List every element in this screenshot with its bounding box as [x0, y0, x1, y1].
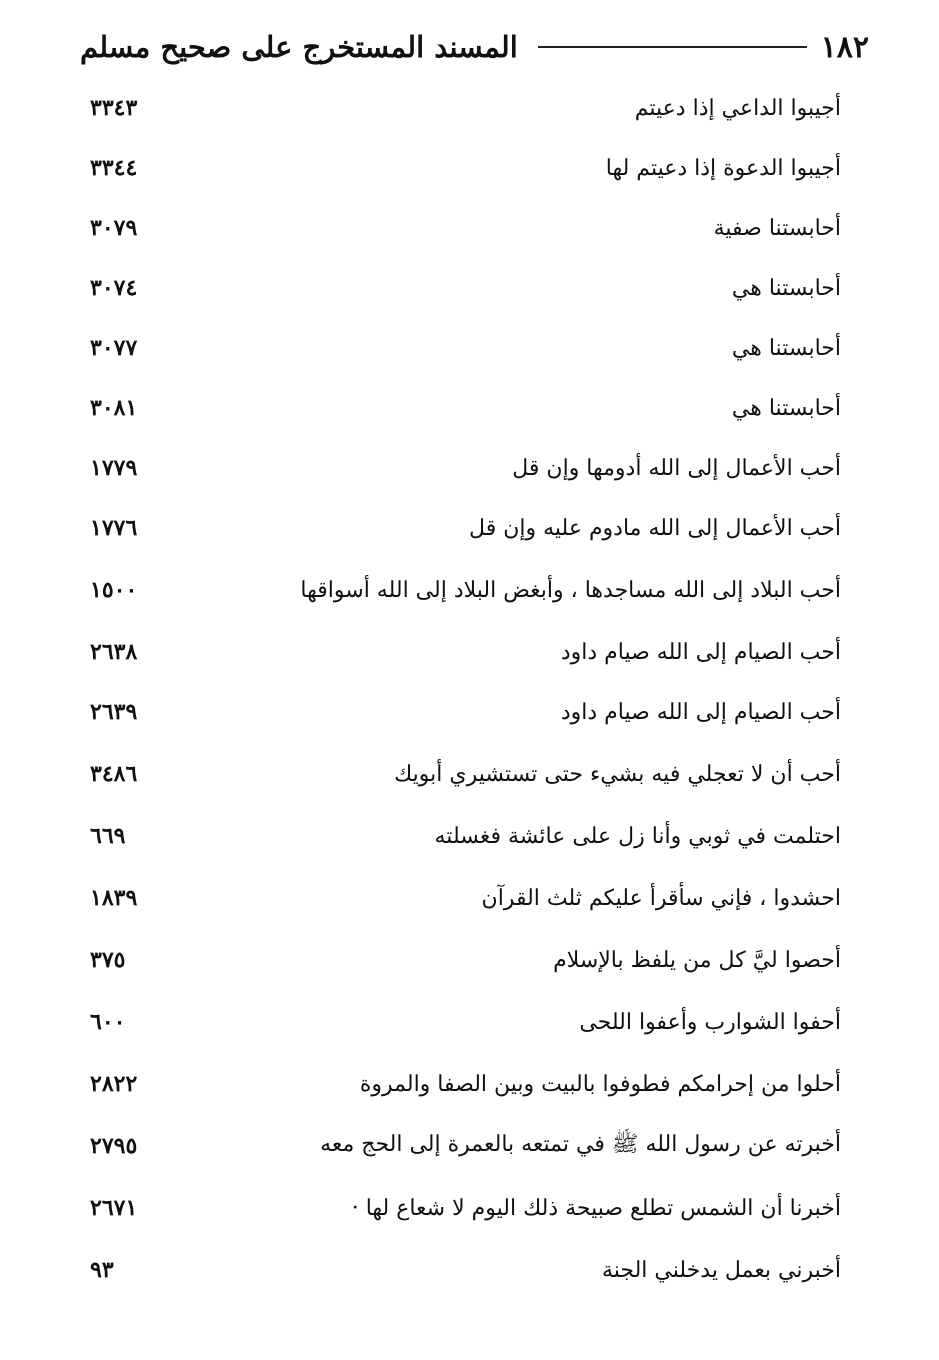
- entry-ref: ٣٠٧٩: [90, 215, 138, 241]
- index-entry: [90, 570, 841, 610]
- entry-text: أحابستنا صفية: [713, 215, 841, 241]
- index-entry: [90, 692, 841, 732]
- entry-text: أحابستنا هي: [731, 395, 841, 421]
- entry-ref: ٣٣٤٤: [90, 155, 138, 181]
- index-entry: [90, 508, 841, 548]
- entry-ref: ١٧٧٩: [90, 455, 138, 481]
- entry-ref: ٢٦٣٨: [90, 639, 138, 665]
- entry-text: احتلمت في ثوبي وأنا زل على عائشة فغسلته: [434, 823, 841, 849]
- entry-ref: ١٥٠٠: [90, 577, 138, 603]
- entry-ref: ٣٧٥: [90, 947, 126, 973]
- entry-text: أحب الصيام إلى الله صيام داود: [560, 699, 841, 725]
- entry-text: أجيبوا الداعي إذا دعيتم: [634, 95, 841, 121]
- entry-text: أخبرني بعمل يدخلني الجنة: [601, 1257, 841, 1283]
- index-entry: [90, 148, 841, 188]
- entry-ref: ٦٦٩: [90, 823, 126, 849]
- index-entry: [90, 328, 841, 368]
- entry-text: أحفوا الشوارب وأعفوا اللحى: [579, 1009, 841, 1035]
- entry-ref: ١٨٣٩: [90, 885, 138, 911]
- entry-text: احشدوا ، فإني سأقرأ عليكم ثلث القرآن: [481, 885, 841, 911]
- index-entry: [90, 208, 841, 248]
- page-number: ١٨٢: [820, 29, 869, 65]
- entry-text: أجيبوا الدعوة إذا دعيتم لها: [605, 155, 841, 181]
- entry-ref: ٣٣٤٣: [90, 95, 138, 121]
- index-entry: [90, 1188, 841, 1228]
- page-header: [80, 22, 869, 72]
- entry-ref: ٢٨٢٢: [90, 1071, 138, 1097]
- entry-text: أحب الصيام إلى الله صيام داود: [560, 639, 841, 665]
- entry-ref: ٦٠٠: [90, 1009, 126, 1035]
- entry-text: أحب أن لا تعجلي فيه بشيء حتى تستشيري أبويك: [394, 761, 841, 787]
- index-entry: [90, 816, 841, 856]
- entry-text: أحصوا ليَّ كل من يلفظ بالإسلام: [553, 947, 841, 973]
- entry-ref: ٣٠٧٤: [90, 275, 138, 301]
- index-entry: [90, 632, 841, 672]
- entry-text: أحب البلاد إلى الله مساجدها ، وأبغض البلاد إلى الله أسواقها: [300, 577, 841, 603]
- entry-text: أحلوا من إحرامكم فطوفوا بالبيت وبين الصفا والمروة: [359, 1071, 841, 1097]
- entry-text: أخبرته عن رسول الله ﷺ في تمتعه بالعمرة إلى الحج معه: [320, 1132, 841, 1157]
- running-title: المسند المستخرج على صحيح مسلم: [80, 30, 518, 64]
- index-entry: [90, 448, 841, 488]
- entry-ref: ٢٧٩٥: [90, 1133, 138, 1159]
- entry-text: أحب الأعمال إلى الله مادوم عليه وإن قل: [469, 515, 841, 541]
- index-entry: [90, 1064, 841, 1104]
- entry-ref: ٩٣: [90, 1257, 114, 1283]
- entry-ref: ١٧٧٦: [90, 515, 138, 541]
- index-entry: [90, 754, 841, 794]
- entry-ref: ٣٠٨١: [90, 395, 138, 421]
- entry-ref: ٣٠٧٧: [90, 335, 138, 361]
- index-entry: [90, 940, 841, 980]
- entry-text: أحابستنا هي: [731, 275, 841, 301]
- entry-text: أحابستنا هي: [731, 335, 841, 361]
- index-entry: [90, 268, 841, 308]
- header-rule: [538, 46, 807, 48]
- index-entry: [90, 878, 841, 918]
- index-entry: [90, 1126, 841, 1166]
- entry-text: أخبرنا أن الشمس تطلع صبيحة ذلك اليوم لا شعاع لها ·: [351, 1195, 841, 1221]
- entry-ref: ٢٦٣٩: [90, 699, 138, 725]
- entry-ref: ٢٦٧١: [90, 1195, 138, 1221]
- index-entry: [90, 1250, 841, 1290]
- index-entry: [90, 88, 841, 128]
- entry-text: أحب الأعمال إلى الله أدومها وإن قل: [512, 455, 841, 481]
- index-entry: [90, 1002, 841, 1042]
- index-entry: [90, 388, 841, 428]
- entry-ref: ٣٤٨٦: [90, 761, 138, 787]
